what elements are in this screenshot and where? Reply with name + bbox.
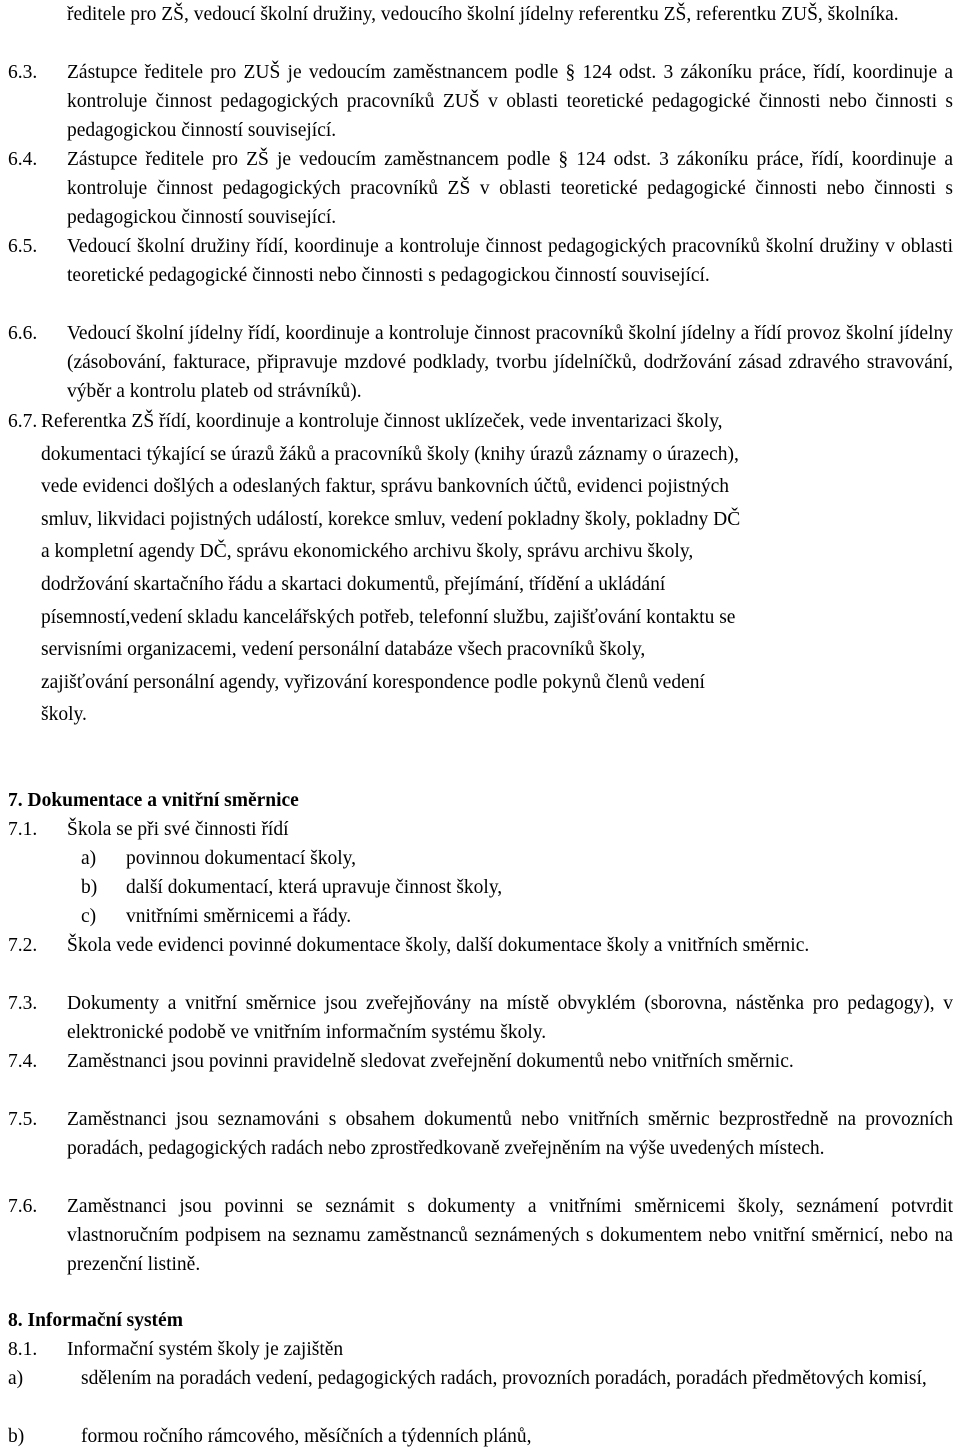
item-text: Zástupce ředitele pro ZŠ je vedoucím zaměstnancem podle § 124 odst. 3 zákoníku práce, řídí, koordinuje a kontroluje činnost pedagogických pracovníků ZŠ v oblasti teoretické pedagogické činnosti nebo činnosti s pedagogickou činností související. — [67, 149, 953, 228]
item-number: 7.5. — [8, 1109, 38, 1130]
item-7-3 — [8, 989, 953, 1047]
item-7-4 — [8, 1047, 953, 1076]
section-7-heading: 7. Dokumentace a vnitřní směrnice — [8, 790, 299, 811]
item-line: vede evidenci došlých a odeslaných faktur, správu bankovních účtů, evidenci pojistných — [41, 476, 730, 498]
subitem-text: povinnou dokumentací školy, — [126, 848, 357, 869]
section-8-heading: 8. Informační systém — [8, 1310, 183, 1331]
item-text: Zaměstnanci jsou povinni se seznámit s dokumenty a vnitřními směrnicemi školy, seznámení potvrdit vlastnoručním podpisem na seznamu zaměstnanců seznámených s dokumentem nebo vnitřní směrnicí, nebo na prezenční listině. — [67, 1196, 953, 1275]
item-number: 6.6. — [8, 323, 38, 344]
item-number: 6.5. — [8, 236, 38, 257]
subitem-text: vnitřními směrnicemi a řády. — [126, 906, 352, 927]
subitem-mark: b) — [81, 877, 98, 898]
item-7-1 — [8, 815, 953, 844]
item-text: Zaměstnanci jsou seznamováni s obsahem dokumentů nebo vnitřních směrnic bezprostředně na provozních poradách, pedagogických radách nebo zprostředkovaně zveřejněním na výše uvedených místech. — [67, 1109, 953, 1159]
item-line: zajišťování personální agendy, vyřizování korespondence podle pokynů členů vedení — [41, 671, 705, 693]
item-line: Referentka ZŠ řídí, koordinuje a kontroluje činnost uklízeček, vede inventarizaci školy, — [41, 411, 723, 432]
item-6-3 — [8, 58, 953, 145]
subitem-7-1-c — [81, 902, 941, 931]
subitem-8-1-a — [8, 1364, 953, 1393]
item-text: Dokumenty a vnitřní směrnice jsou zveřejňovány na místě obvyklém (sborovna, nástěnka pro pedagogy), v elektronické podobě ve vnitřním informačním systému školy. — [67, 993, 953, 1043]
item-text: Vedoucí školní jídelny řídí, koordinuje a kontroluje činnost pracovníků školní jídelny a řídí provoz školní jídelny (zásobování, fakturace, připravuje mzdové podklady, tvorbu jídelníčků, dodržování zásad zdravého stravování, výběr a kontrolu plateb od strávníků). — [67, 323, 953, 402]
subitem-text: další dokumentací, která upravuje činnost školy, — [126, 877, 503, 898]
subitem-mark: b) — [8, 1426, 25, 1447]
subitem-mark: a) — [81, 848, 97, 869]
item-text: Zástupce ředitele pro ZUŠ je vedoucím zaměstnancem podle § 124 odst. 3 zákoníku práce, řídí, koordinuje a kontroluje činnost pedagogických pracovníků ZUŠ v oblasti teoretické pedagogické činnosti nebo činnosti s pedagogickou činností související. — [67, 62, 953, 141]
item-6-6 — [8, 319, 953, 406]
subitem-7-1-a — [81, 844, 941, 873]
subitem-mark: a) — [8, 1368, 24, 1389]
item-line: servisními organizacemi, vedení personální databáze všech pracovníků školy, — [41, 639, 646, 661]
item-number: 7.3. — [8, 993, 38, 1014]
item-number: 7.4. — [8, 1051, 38, 1072]
subitem-text: formou ročního rámcového, měsíčních a týdenních plánů, — [81, 1426, 532, 1447]
item-6-5 — [8, 232, 953, 290]
item-line: školy. — [41, 704, 87, 726]
item-number: 7.1. — [8, 819, 38, 840]
item-text: Škola vede evidenci povinné dokumentace školy, další dokumentace školy a vnitřních směrnic. — [67, 935, 810, 956]
item-text: Vedoucí školní družiny řídí, koordinuje a kontroluje činnost pedagogických pracovníků školní družiny v oblasti teoretické pedagogické činnosti nebo činnosti s pedagogickou činností související. — [67, 236, 953, 286]
subitem-7-1-b — [81, 873, 941, 902]
item-number: 6.4. — [8, 149, 38, 170]
item-line: dokumentaci týkající se úrazů žáků a pracovníků školy (knihy úrazů záznamy o úrazech), — [41, 443, 739, 465]
item-7-5 — [8, 1105, 953, 1163]
item-6-7 — [8, 406, 953, 732]
item-text: Škola se při své činnosti řídí — [67, 819, 289, 840]
item-number: 6.3. — [8, 62, 38, 83]
item-number: 7.6. — [8, 1196, 38, 1217]
item-line: smluv, likvidaci pojistných událostí, korekce smluv, vedení pokladny školy, pokladny DČ — [41, 508, 741, 530]
item-7-6 — [8, 1192, 953, 1279]
subitem-text: sdělením na poradách vedení, pedagogických radách, provozních poradách, poradách předmětových komisí, — [81, 1368, 927, 1389]
item-number: 6.7. — [8, 411, 38, 432]
item-6-4 — [8, 145, 953, 232]
item-line: dodržování skartačního řádu a skartaci dokumentů, přejímání, třídění a ukládání — [41, 573, 666, 595]
item-line: a kompletní agendy DČ, správu ekonomického archivu školy, správu archivu školy, — [41, 541, 694, 563]
item-number: 8.1. — [8, 1339, 38, 1360]
item-8-1 — [8, 1335, 953, 1364]
item-7-2 — [8, 931, 953, 960]
intro-paragraph — [67, 0, 953, 29]
item-text: Zaměstnanci jsou povinni pravidelně sledovat zveřejnění dokumentů nebo vnitřních směrnic. — [67, 1051, 794, 1072]
subitem-8-1-b — [8, 1422, 953, 1451]
item-text: Informační systém školy je zajištěn — [67, 1339, 344, 1360]
subitem-mark: c) — [81, 906, 97, 927]
item-line: písemností,vedení skladu kancelářských potřeb, telefonní službu, zajišťování kontaktu se — [41, 606, 736, 628]
intro-text: ředitele pro ZŠ, vedoucí školní družiny, vedoucího školní jídelny referentku ZŠ, referentku ZUŠ, školníka. — [67, 4, 899, 25]
item-number: 7.2. — [8, 935, 38, 956]
